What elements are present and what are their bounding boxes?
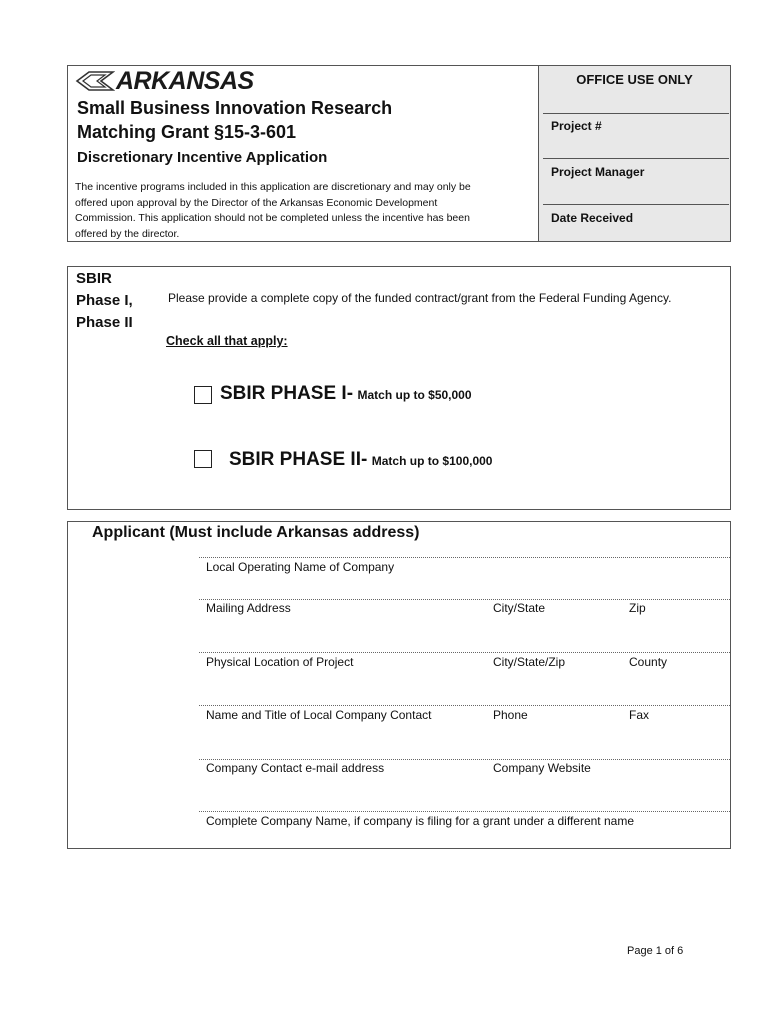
field-divider (199, 705, 730, 706)
sbir-instruction: Please provide a complete copy of the funded contract/grant from the Federal Funding Agency. (168, 291, 672, 305)
project-manager-label: Project Manager (551, 165, 645, 179)
office-use-title: OFFICE USE ONLY (576, 72, 693, 87)
sbir-phase-1-option (220, 383, 472, 405)
sbir-phase-2-option (229, 449, 492, 471)
contact-phone-field[interactable]: Phone (493, 708, 528, 722)
sbir-phase-2-match: Match up to $100,000 (371, 454, 493, 468)
intro-line: Commission. This application should not be completed unless the incentive has been (75, 212, 470, 225)
applicant-title: Applicant (Must include Arkansas address) (92, 524, 420, 541)
company-website-field[interactable]: Company Website (493, 761, 591, 775)
project-number-label: Project # (551, 119, 602, 133)
date-received-label: Date Received (551, 211, 634, 225)
company-name-field[interactable]: Local Operating Name of Company (206, 560, 395, 574)
project-county-field[interactable]: County (629, 655, 668, 669)
arkansas-logo (75, 69, 285, 93)
mailing-address-field[interactable]: Mailing Address (206, 601, 291, 615)
sbir-phase-1-match: Match up to $50,000 (357, 388, 472, 402)
sbir-label-line: SBIR (76, 270, 112, 287)
logo-wordmark: ARKANSAS (116, 67, 254, 95)
field-divider (199, 759, 730, 760)
sbir-phase-1-checkbox[interactable] (194, 386, 212, 404)
intro-line: offered upon approval by the Director of the Arkansas Economic Development (75, 196, 438, 209)
contact-fax-field[interactable]: Fax (629, 708, 650, 722)
contact-email-field[interactable]: Company Contact e-mail address (206, 761, 385, 775)
header-divider (538, 65, 539, 242)
field-divider (199, 557, 730, 558)
sbir-label-line: Phase II (76, 314, 133, 331)
mailing-zip-field[interactable]: Zip (629, 601, 646, 615)
form-title-line-2: Matching Grant §15-3-601 (77, 122, 297, 142)
field-divider (199, 652, 730, 653)
sbir-phase-2-checkbox[interactable] (194, 450, 212, 468)
applicant-section (67, 521, 731, 849)
arkansas-logo-mark-icon (75, 69, 115, 93)
complete-company-name-field[interactable]: Complete Company Name, if company is filing for a grant under a different name (206, 814, 634, 828)
intro-line: The incentive programs included in this application are discretionary and may only be (75, 181, 471, 193)
intro-text (75, 180, 525, 243)
office-divider (543, 113, 729, 114)
sbir-phase-1-title: SBIR PHASE I- (220, 383, 354, 404)
office-divider (543, 204, 729, 205)
form-subtitle: Discretionary Incentive Application (77, 149, 328, 166)
sbir-label-line: Phase I, (76, 292, 133, 309)
field-divider (199, 599, 730, 600)
page-number: Page 1 of 6 (627, 945, 684, 957)
mailing-city-state-field[interactable]: City/State (493, 601, 546, 615)
form-title-line-1: Small Business Innovation Research (77, 98, 393, 118)
contact-name-title-field[interactable]: Name and Title of Local Company Contact (206, 708, 432, 722)
intro-line: offered by the director. (75, 228, 180, 241)
project-city-state-zip-field[interactable]: City/State/Zip (493, 655, 566, 669)
sbir-phase-2-title: SBIR PHASE II- (229, 449, 368, 470)
project-location-field[interactable]: Physical Location of Project (206, 655, 354, 669)
field-divider (199, 811, 730, 812)
check-all-label: Check all that apply: (166, 334, 288, 348)
office-divider (543, 158, 729, 159)
